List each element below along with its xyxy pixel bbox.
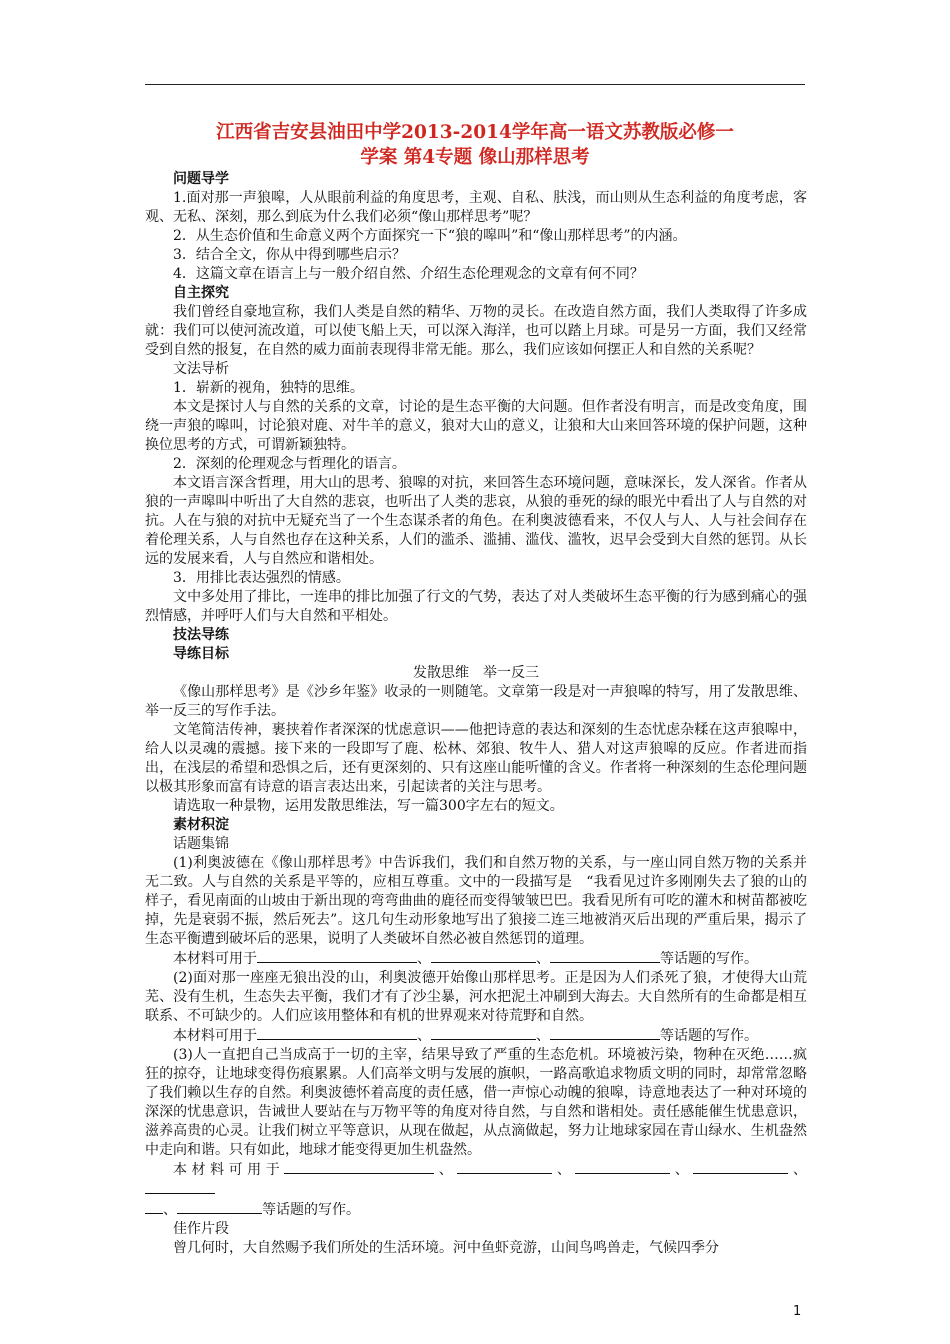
- fill-line-3: [145, 1160, 807, 1200]
- fill-separator: 、: [536, 1028, 550, 1044]
- title-line-1: 江西省吉安县油田中学2013-2014学年高一语文苏教版必修一: [216, 122, 734, 143]
- fill-blank[interactable]: [431, 1026, 536, 1040]
- fill-blank[interactable]: [284, 1160, 434, 1174]
- fill-blank[interactable]: [257, 949, 417, 963]
- material-3: (3)人一直把自己当成高于一切的主宰，结果导致了严重的生态危机。环境被污染，物种在灭绝……疯狂的掠夺，让地球变得伤痕累累。人们高举文明与发展的旗帜，一路高歌追求物质文明的同时，却常常忽略了我们赖以生存的自然。利奥波德怀着高度的责任感，借一声惊心动魄的狼嗥，诗意地表达了一种对环境的深深的忧患意识，告诫世人要站在与万物平等的角度对待自然，与自然和谐相处。责任感能催生忧患意识，滋养高贵的心灵。让我们树立平等意识，从现在做起，从点滴做起，努力让地球家园在青山绿水、生机盎然中走向和谐。只有如此，地球才能变得更加生机盎然。: [145, 1047, 807, 1158]
- fill-line-3-continued: [145, 1200, 807, 1220]
- page-number: 1: [793, 1304, 802, 1319]
- jifa-paragraph-2: 文笔简洁传神，裹挟着作者深深的忧虑意识——他把诗意的表达和深刻的生态忧虑杂糅在这声狼嗥中，给人以灵魂的震撼。接下来的一段即写了鹿、松林、郊狼、牧牛人、猎人对这声狼嗥的反应。作者进而指出，在浅层的希望和恐惧之后，还有更深刻的、只有这座山能听懂的含义。作者将一种深刻的生态伦理问题以极其形象而富有诗意的语言表达出来，引起读者的关注与思考。: [145, 722, 807, 795]
- title-line-2: 学案 第4专题 像山那样思考: [360, 147, 590, 168]
- jiazuo-subheading: 佳作片段: [173, 1221, 229, 1237]
- document-title: [145, 120, 805, 170]
- header-rule: [145, 84, 805, 85]
- jifa-center-title: 发散思维 举一反三: [413, 665, 539, 681]
- document-body: [145, 170, 807, 1258]
- fill-separator: 、: [417, 951, 431, 967]
- wenfa-point-1-body: 本文是探讨人与自然的关系的文章，讨论的是生态平衡的大问题。但作者没有明言，而是改变角度，围绕一声狼的嗥叫，讨论狼对鹿、对牛羊的意义，狼对大山的意义，让狼和大山来回答环境的保护问题，这种换位思考的方式，可谓新颖独特。: [145, 399, 807, 453]
- section-heading-sucai: 素材积淀: [173, 817, 229, 833]
- fill-blank[interactable]: [575, 1160, 670, 1174]
- fill-blank[interactable]: [431, 949, 536, 963]
- wenfa-point-2-body: 本文语言深含哲理，用大山的思考、狼嗥的对抗，来回答生态环境问题，意味深长，发人深省。作者从狼的一声嗥叫中听出了大自然的悲哀，也听出了人类的悲哀，从狼的垂死的绿的眼光中看出了人与自然的对抗。人在与狼的对抗中无疑充当了一个生态谋杀者的角色。在利奥波德看来，不仅人与人、人与社会间存在着伦理关系，人与自然也存在这种关系，人们的滥杀、滥捕、滥伐、滥牧，迟早会受到大自然的惩罚。从长远的发展来看，人与自然应和谐相处。: [145, 475, 807, 567]
- fill-separator: 、: [434, 1162, 458, 1178]
- section-heading-zizhu: 自主探究: [173, 285, 229, 301]
- section-heading-jifa: 技法导练: [173, 627, 229, 643]
- jifa-paragraph-1: 《像山那样思考》是《沙乡年鉴》收录的一则随笔。文章第一段是对一声狼嗥的特写，用了发散思维、举一反三的写作手法。: [145, 684, 807, 719]
- fill-blank[interactable]: [457, 1160, 552, 1174]
- fill-suffix: 等话题的写作。: [660, 1028, 758, 1044]
- fill-blank[interactable]: [177, 1200, 262, 1214]
- fill-suffix: 等话题的写作。: [262, 1202, 360, 1218]
- zizhu-intro: 我们曾经自豪地宣称，我们人类是自然的精华、万物的灵长。在改造自然方面，我们人类取得了许多成就：我们可以使河流改道，可以使飞船上天，可以深入海洋，也可以踏上月球。可是另一方面，我们又经常受到自然的报复，在自然的威力面前表现得非常无能。那么，我们应该如何摆正人和自然的关系呢？: [145, 304, 807, 358]
- material-1: (1)利奥波德在《像山那样思考》中告诉我们，我们和自然万物的关系，与一座山同自然万物的关系并无二致。人与自然的关系是平等的，应相互尊重。文中的一段描写是 “我看见过许多刚刚失去了狼的山的样子，看见南面的山坡由于新出现的弯弯曲曲的鹿径而变得皱皱巴巴。我看见所有可吃的灌木和树苗都被吃掉，先是衰弱不振，然后死去”。这几句生动形象地写出了狼接二连三地被消灭后出现的严重后果，揭示了生态平衡遭到破坏后的恶果，说明了人类破坏自然必被自然惩罚的道理。: [145, 855, 807, 947]
- fill-blank[interactable]: [550, 949, 660, 963]
- fill-line-2: [145, 1026, 807, 1046]
- fill-separator: 、: [788, 1162, 808, 1178]
- fill-separator: 、: [552, 1162, 576, 1178]
- fill-blank[interactable]: [257, 1026, 417, 1040]
- jifa-subheading: 导练目标: [173, 646, 229, 662]
- fill-prefix: 本材料可用于: [173, 1028, 257, 1044]
- jifa-task: 请选取一种景物，运用发散思维法，写一篇300字左右的短文。: [173, 798, 564, 814]
- section-heading-wenti: 问题导学: [173, 171, 229, 187]
- question-2: 2．从生态价值和生命意义两个方面探究一下“狼的嗥叫”和“像山那样思考”的内涵。: [173, 228, 687, 244]
- question-1: 1.面对那一声狼嗥，人从眼前利益的角度思考，主观、自私、肤浅，而山则从生态利益的角度考虑，客观、无私、深刻，那么到底为什么我们必须“像山那样思考”呢？: [145, 190, 807, 225]
- fill-blank[interactable]: [145, 1180, 215, 1194]
- question-4: 4．这篇文章在语言上与一般介绍自然、介绍生态伦理观念的文章有何不同？: [173, 266, 644, 282]
- material-2: (2)面对那一座座无狼出没的山，利奥波德开始像山那样思考。正是因为人们杀死了狼，才使得大山荒芜、没有生机，生态失去平衡，我们才有了沙尘暴，河水把泥土冲刷到大海去。大自然所有的生命都是相互联系、不可缺少的。人们应该用整体和有机的世界观来对待荒野和自然。: [145, 970, 807, 1024]
- fill-suffix: 等话题的写作。: [660, 951, 758, 967]
- wenfa-point-2-title: 2．深刻的伦理观念与哲理化的语言。: [173, 456, 406, 472]
- wenfa-point-3-body: 文中多处用了排比，一连串的排比加强了行文的气势，表达了对人类破坏生态平衡的行为感到痛心的强烈情感，并呼吁人们与大自然和平相处。: [145, 589, 807, 624]
- jiazuo-paragraph: 曾几何时，大自然赐予我们所处的生活环境。河中鱼虾竞游，山间鸟鸣兽走，气候四季分: [173, 1240, 719, 1256]
- wenfa-point-3-title: 3．用排比表达强烈的情感。: [173, 570, 350, 586]
- fill-prefix: 本材料可用于: [173, 1162, 285, 1178]
- fill-line-1: [145, 949, 807, 969]
- sucai-subheading: 话题集锦: [173, 836, 229, 852]
- question-3: 3．结合全文，你从中得到哪些启示？: [173, 247, 406, 263]
- fill-blank[interactable]: [693, 1160, 788, 1174]
- wenfa-point-1-title: 1．崭新的视角，独特的思维。: [173, 380, 364, 396]
- fill-prefix: 本材料可用于: [173, 951, 257, 967]
- fill-separator: 、: [670, 1162, 694, 1178]
- fill-blank[interactable]: [145, 1200, 163, 1214]
- fill-separator: 、: [536, 951, 550, 967]
- fill-separator: 、: [163, 1202, 177, 1218]
- wenfa-subheading: 文法导析: [173, 361, 229, 377]
- fill-separator: 、: [417, 1028, 431, 1044]
- fill-blank[interactable]: [550, 1026, 660, 1040]
